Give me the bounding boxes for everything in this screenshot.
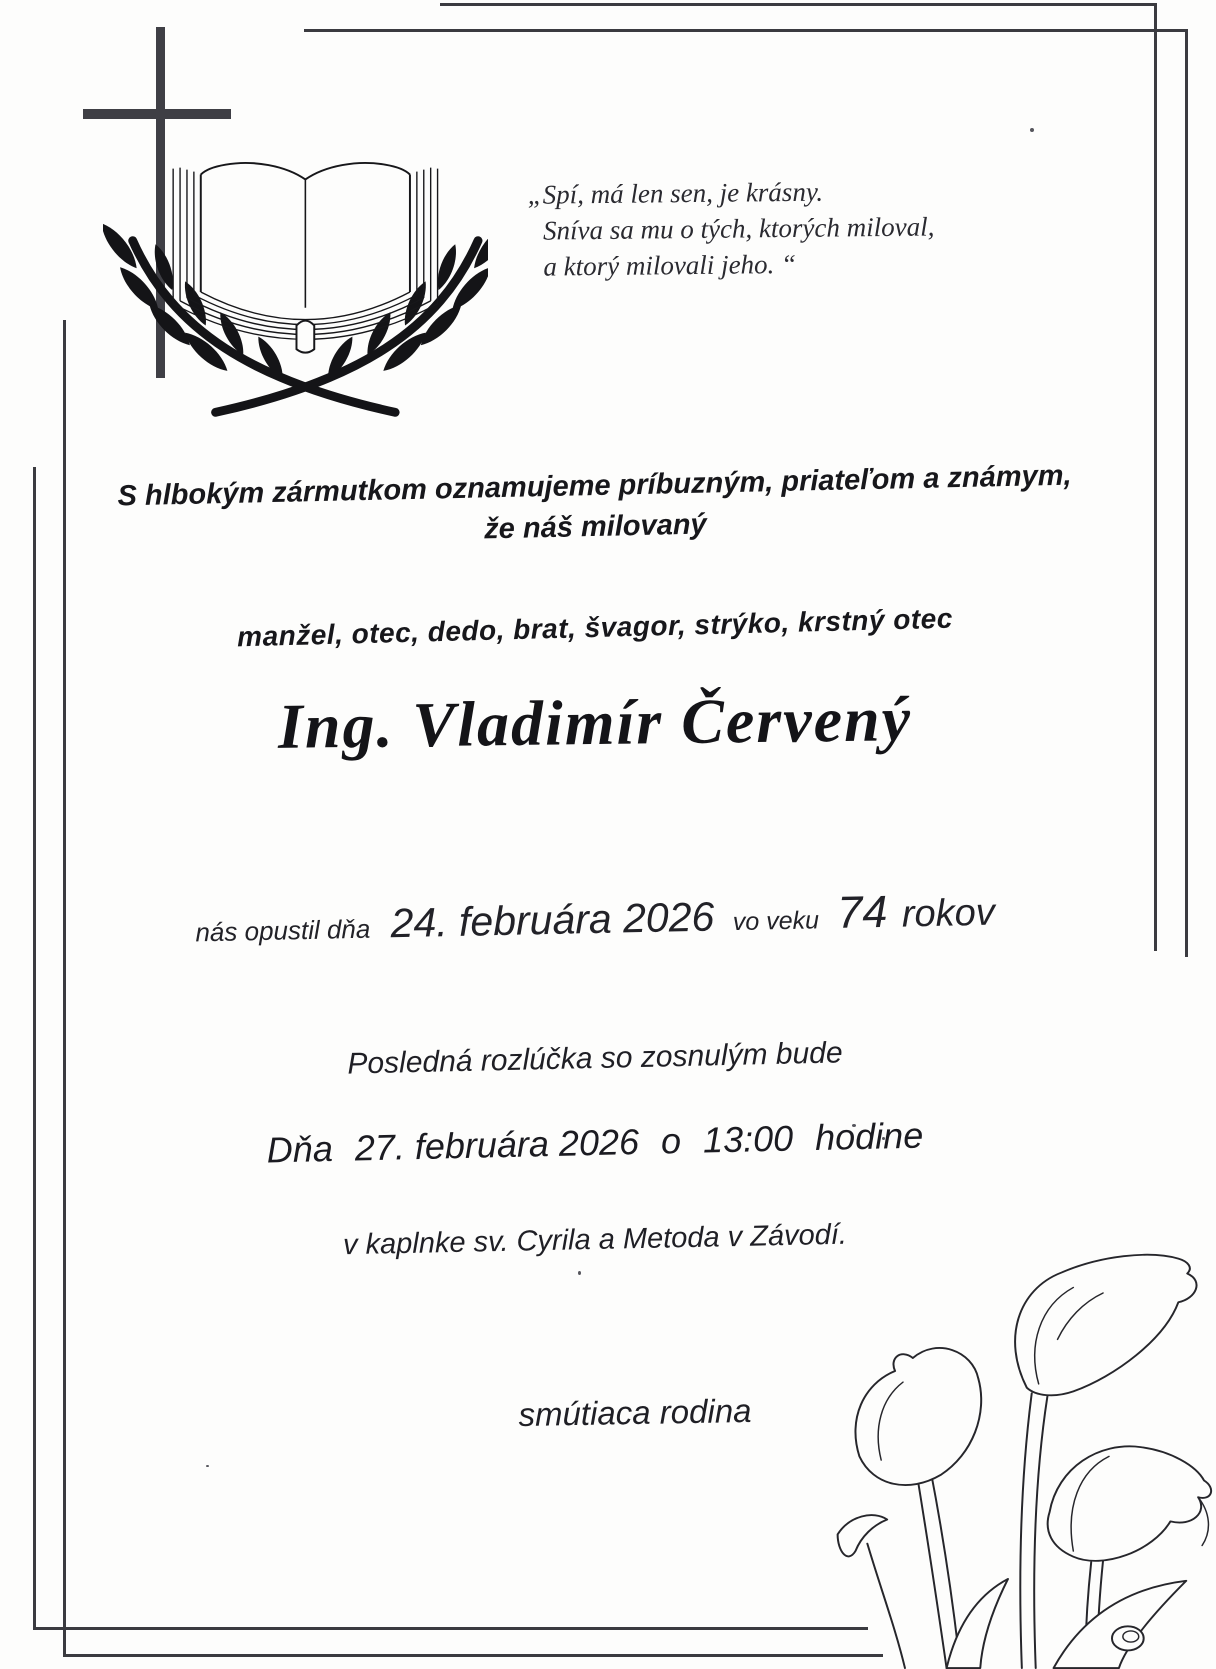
passing-infix: vo veku: [732, 906, 820, 937]
farewell-intro: Posledná rozlúčka so zosnulým bude: [347, 1036, 843, 1081]
calla-lilies-illustration-icon: [798, 1228, 1214, 1669]
farewell-time: 13:00: [702, 1117, 794, 1161]
frame-line-bottom-inner: [33, 1627, 868, 1630]
farewell-date: 27. februára 2026: [354, 1121, 640, 1169]
open-book-laurel-emblem-icon: [103, 142, 488, 438]
farewell-datetime: [20, 1109, 1171, 1177]
age-unit: rokov: [901, 891, 996, 936]
memorial-quote-line: Sníva sa mu o tých, ktorých miloval,: [542, 211, 935, 246]
relations-line: manžel, otec, dedo, brat, švagor, strýko, krstný otec: [236, 602, 954, 653]
memorial-quote-line: „Spí, má len sen, je krásny.: [527, 176, 824, 210]
age-value: 74: [836, 885, 888, 938]
scan-speck: [1030, 128, 1034, 132]
farewell-location: v kaplnke sv. Cyrila a Metoda v Závodí.: [342, 1218, 848, 1262]
farewell-infix: o: [660, 1120, 682, 1162]
frame-line-top-outer: [440, 3, 1157, 6]
farewell-time-unit: hodine: [814, 1114, 924, 1158]
memorial-quote: [527, 171, 1048, 285]
announcement-text: [19, 453, 1171, 560]
frame-line-bottom-outer: [63, 1654, 883, 1657]
memorial-quote-line: a ktorý milovali jeho. “: [543, 249, 797, 282]
farewell-day-prefix: Dňa: [266, 1127, 334, 1171]
passing-line: [20, 880, 1171, 956]
passing-date: 24. februára 2026: [390, 893, 715, 947]
mourning-family-signature: smútiaca rodina: [518, 1391, 752, 1434]
frame-line-top-inner: [304, 29, 1188, 32]
scan-speck: [578, 1271, 581, 1275]
scan-speck: [206, 1465, 209, 1467]
cross-icon-arm: [83, 109, 231, 119]
frame-line-right-inner: [1185, 29, 1188, 957]
passing-prefix: nás opustil dňa: [195, 913, 371, 948]
deceased-name: Ing. Vladimír Červený: [277, 683, 913, 762]
announcement-line: S hlbokým zármutkom oznamujeme príbuzným, priateľom a známym,: [117, 459, 1072, 513]
announcement-line: že náš milovaný: [483, 508, 707, 546]
